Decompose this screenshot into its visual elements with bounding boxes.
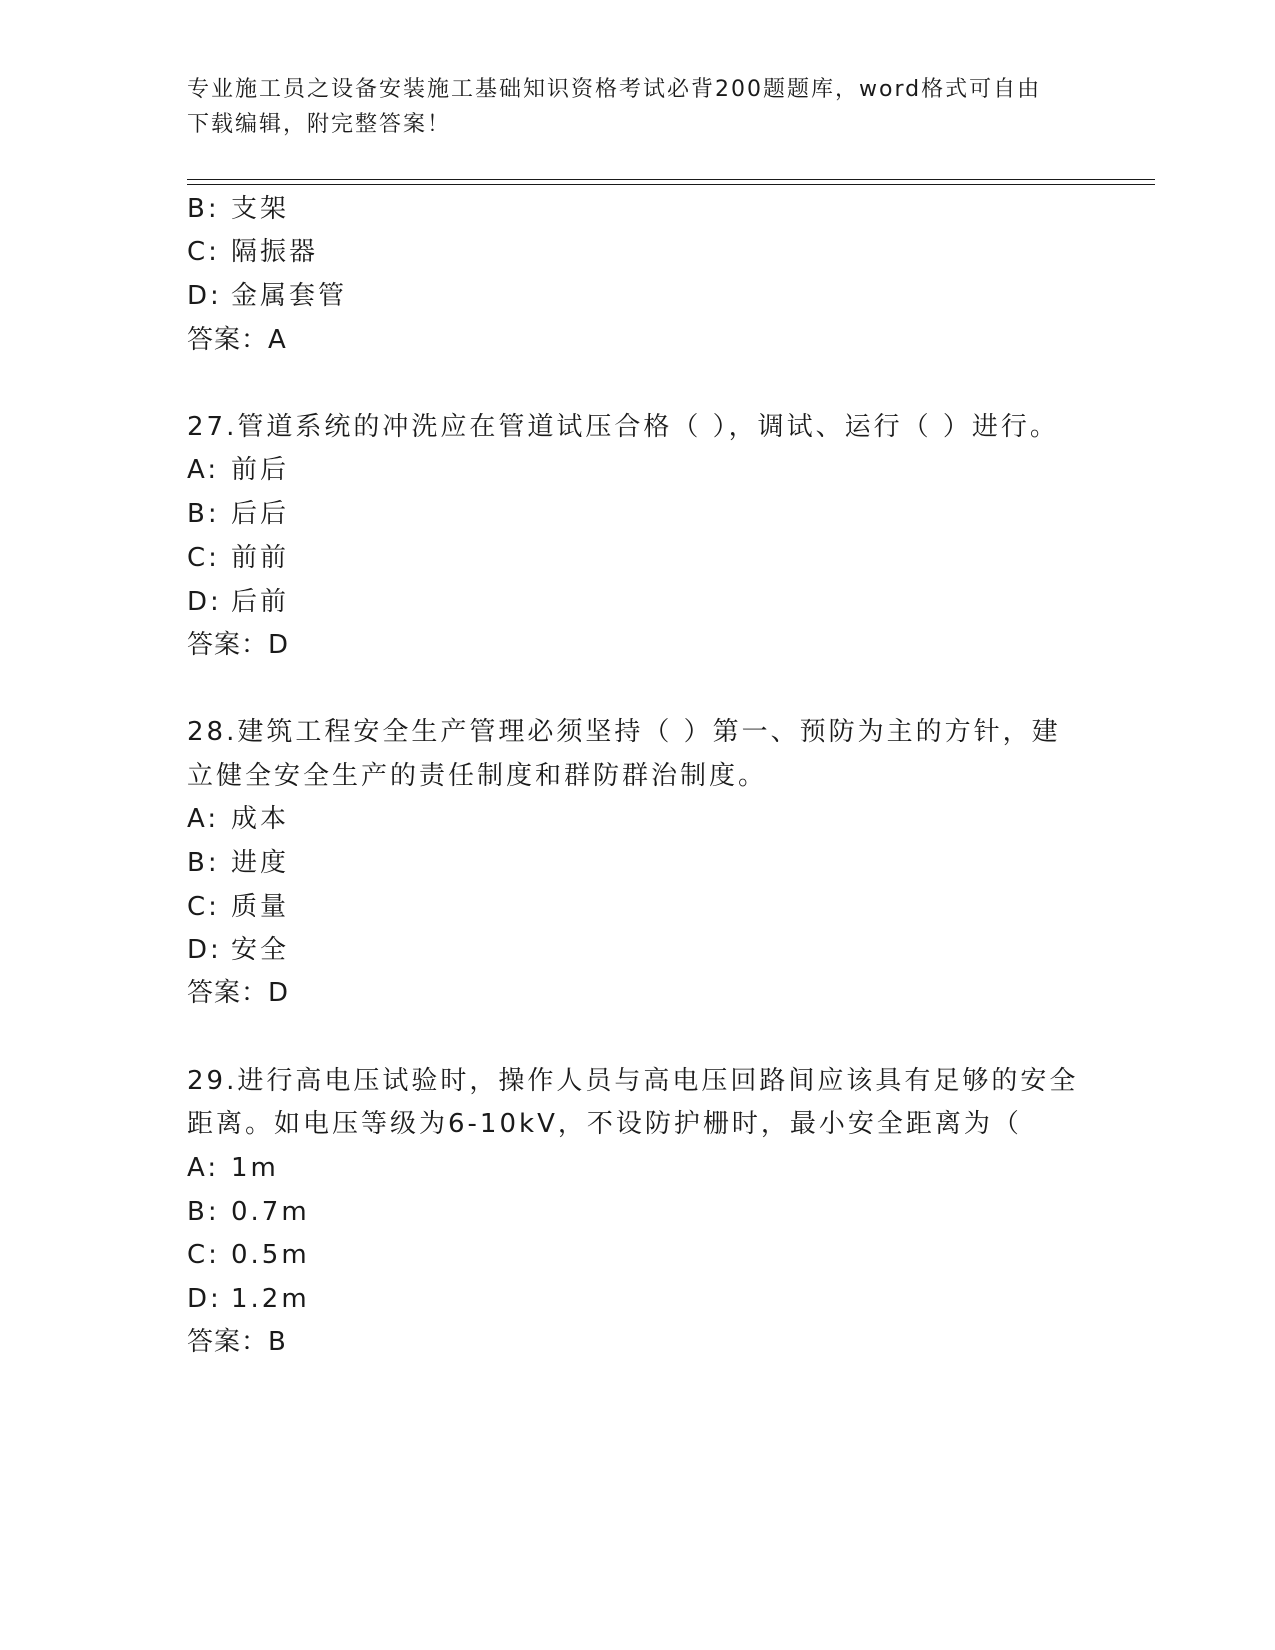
option-b: B: 后后 [187, 499, 290, 529]
option-d: D: 1.2m [187, 1284, 310, 1314]
document-header [187, 72, 1087, 142]
question-28-stem-line-1: 28.建筑工程安全生产管理必须坚持（ ）第一、预防为主的方针，建 [187, 717, 1061, 747]
header-rule-top [187, 179, 1155, 180]
question-29-stem-line-2: 距离。如电压等级为6-10kV，不设防护栅时，最小安全距离为（ [187, 1109, 1022, 1139]
header-line-2: 下载编辑，附完整答案！ [187, 112, 452, 137]
option-b: B: 支架 [187, 194, 290, 224]
option-c: C: 隔振器 [187, 237, 319, 267]
option-b: B: 0.7m [187, 1197, 310, 1227]
option-d: D: 安全 [187, 935, 290, 965]
question-27-stem: 27.管道系统的冲洗应在管道试压合格（ ），调试、运行（ ）进行。 [187, 412, 1059, 442]
option-a: A: 成本 [187, 804, 290, 834]
option-d: D: 金属套管 [187, 281, 348, 311]
option-b: B: 进度 [187, 848, 290, 878]
option-c: C: 前前 [187, 543, 290, 573]
header-rule-bottom [187, 184, 1155, 185]
answer-line: 答案：B [187, 1327, 289, 1357]
option-d: D: 后前 [187, 587, 290, 617]
question-28-stem-line-2: 立健全安全生产的责任制度和群防群治制度。 [187, 761, 768, 791]
answer-line: 答案：D [187, 630, 292, 660]
option-c: C: 质量 [187, 892, 290, 922]
header-line-1: 专业施工员之设备安装施工基础知识资格考试必背200题题库，word格式可自由 [187, 77, 1042, 102]
option-a: A: 1m [187, 1153, 279, 1183]
answer-line: 答案：D [187, 978, 292, 1008]
answer-line: 答案：A [187, 325, 289, 355]
option-c: C: 0.5m [187, 1240, 310, 1270]
option-a: A: 前后 [187, 455, 290, 485]
question-29-stem-line-1: 29.进行高电压试验时，操作人员与高电压回路间应该具有足够的安全 [187, 1066, 1079, 1096]
